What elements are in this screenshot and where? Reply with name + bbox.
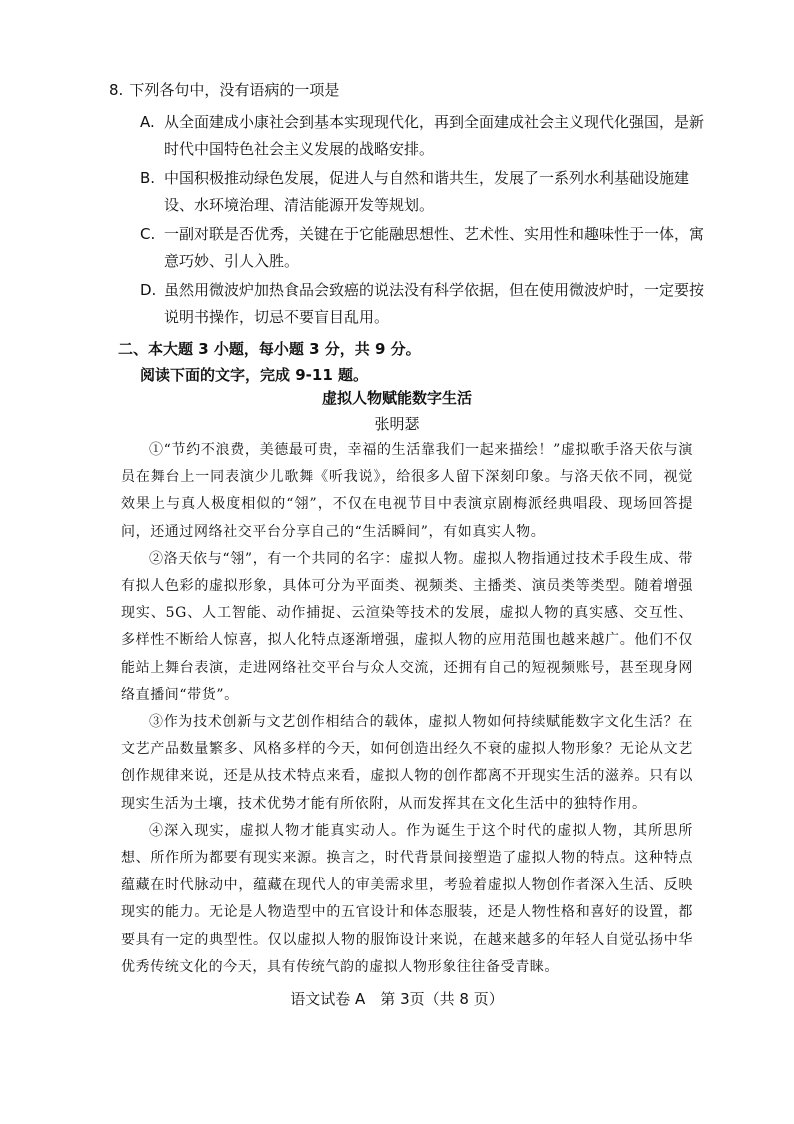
option-text: 一副对联是否优秀，关键在于它能融思想性、艺术性、实用性和趣味性于一体，寓意巧妙、引人入胜。: [164, 225, 705, 270]
option-b: [140, 165, 718, 219]
section-2-instruction: 阅读下面的文字，完成 9-11 题。: [140, 366, 368, 384]
option-a: [140, 109, 718, 163]
option-letter: C.: [140, 225, 156, 243]
option-letter: D.: [140, 281, 157, 299]
article-author: 张明瑟: [374, 415, 420, 433]
option-letter: B.: [140, 169, 156, 187]
option-c: [140, 221, 718, 275]
option-text: 虽然用微波炉加热食品会致癌的说法没有科学依据，但在使用微波炉时，一定要按说明书操作，切忌不要盲目乱用。: [164, 281, 705, 326]
question-8: [109, 79, 718, 331]
option-text: 中国积极推动绿色发展，促进人与自然和谐共生，发展了一系列水利基础设施建设、水环境治理、清洁能源开发等规划。: [164, 169, 690, 214]
question-8-stem: [109, 79, 718, 101]
article-paragraph-2: ②洛天依与“翎”，有一个共同的名字：虚拟人物。虚拟人物指通过技术手段生成、带有拟人色彩的虚拟形象，具体可分为平面类、视频类、主播类、演员类等类型。随着增强现实、5G、人工智能、动作捕捉、云渲染等技术的发展，虚拟人物的真实感、交互性、多样性不断给人惊喜，拟人化特点逐渐增强，虚拟人物的应用范围也越来越广。他们不仅能站上舞台表演，走进网络社交平台与众人交流，还拥有自己的短视频账号，甚至现身网络直播间“带货”。: [121, 550, 693, 703]
article-body: [121, 437, 693, 981]
article-paragraph-4: ④深入现实，虚拟人物才能真实动人。作为诞生于这个时代的虚拟人物，其所思所想、所作所为都要有现实来源。换言之，时代背景间接塑造了虚拟人物的特点。这种特点蕴藏在时代脉动中，蕴藏在现代人的审美需求里，考验着虚拟人物创作者深入生活、反映现实的能力。无论是人物造型中的五官设计和体态服装，还是人物性格和喜好的设置，都要具有一定的典型性。仅以虚拟人物的服饰设计来说，在越来越多的年轻人自觉弘扬中华优秀传统文化的今天，具有传统气韵的虚拟人物形象往往备受青睐。: [121, 822, 693, 975]
page-footer: 语文试卷 A 第 3页（共 8 页）: [290, 990, 504, 1008]
article-title: 虚拟人物赋能数字生活: [321, 389, 472, 407]
option-text: 从全面建成小康社会到基本实现现代化，再到全面建成社会主义现代化强国，是新时代中国特色社会主义发展的战略安排。: [164, 113, 705, 158]
option-letter: A.: [140, 113, 155, 131]
article-paragraph-3: ③作为技术创新与文艺创作相结合的载体，虚拟人物如何持续赋能数字文化生活？在文艺产品数量繁多、风格多样的今天，如何创造出经久不衰的虚拟人物形象？无论从文艺创作规律来说，还是从技术特点来看，虚拟人物的创作都离不开现实生活的滋养。只有以现实生活为土壤，技术优势才能有所依附，从而发挥其在文化生活中的独特作用。: [121, 714, 693, 812]
option-d: [140, 277, 718, 331]
section-2-heading: 二、本大题 3 小题，每小题 3 分，共 9 分。: [118, 340, 421, 358]
article-paragraph-1: ①“节约不浪费，美德最可贵，幸福的生活靠我们一起来描绘！”虚拟歌手洛天依与演员在舞台上一同表演少儿歌舞《听我说》，给很多人留下深刻印象。与洛天依不同，视觉效果上与真人极度相似的“翎”，不仅在电视节目中表演京剧梅派经典唱段、现场回答提问，还通过网络社交平台分享自己的“生活瞬间”，有如真实人物。: [121, 442, 693, 540]
question-number: 8.: [109, 81, 124, 99]
question-stem: 下列各句中，没有语病的一项是: [129, 81, 340, 99]
